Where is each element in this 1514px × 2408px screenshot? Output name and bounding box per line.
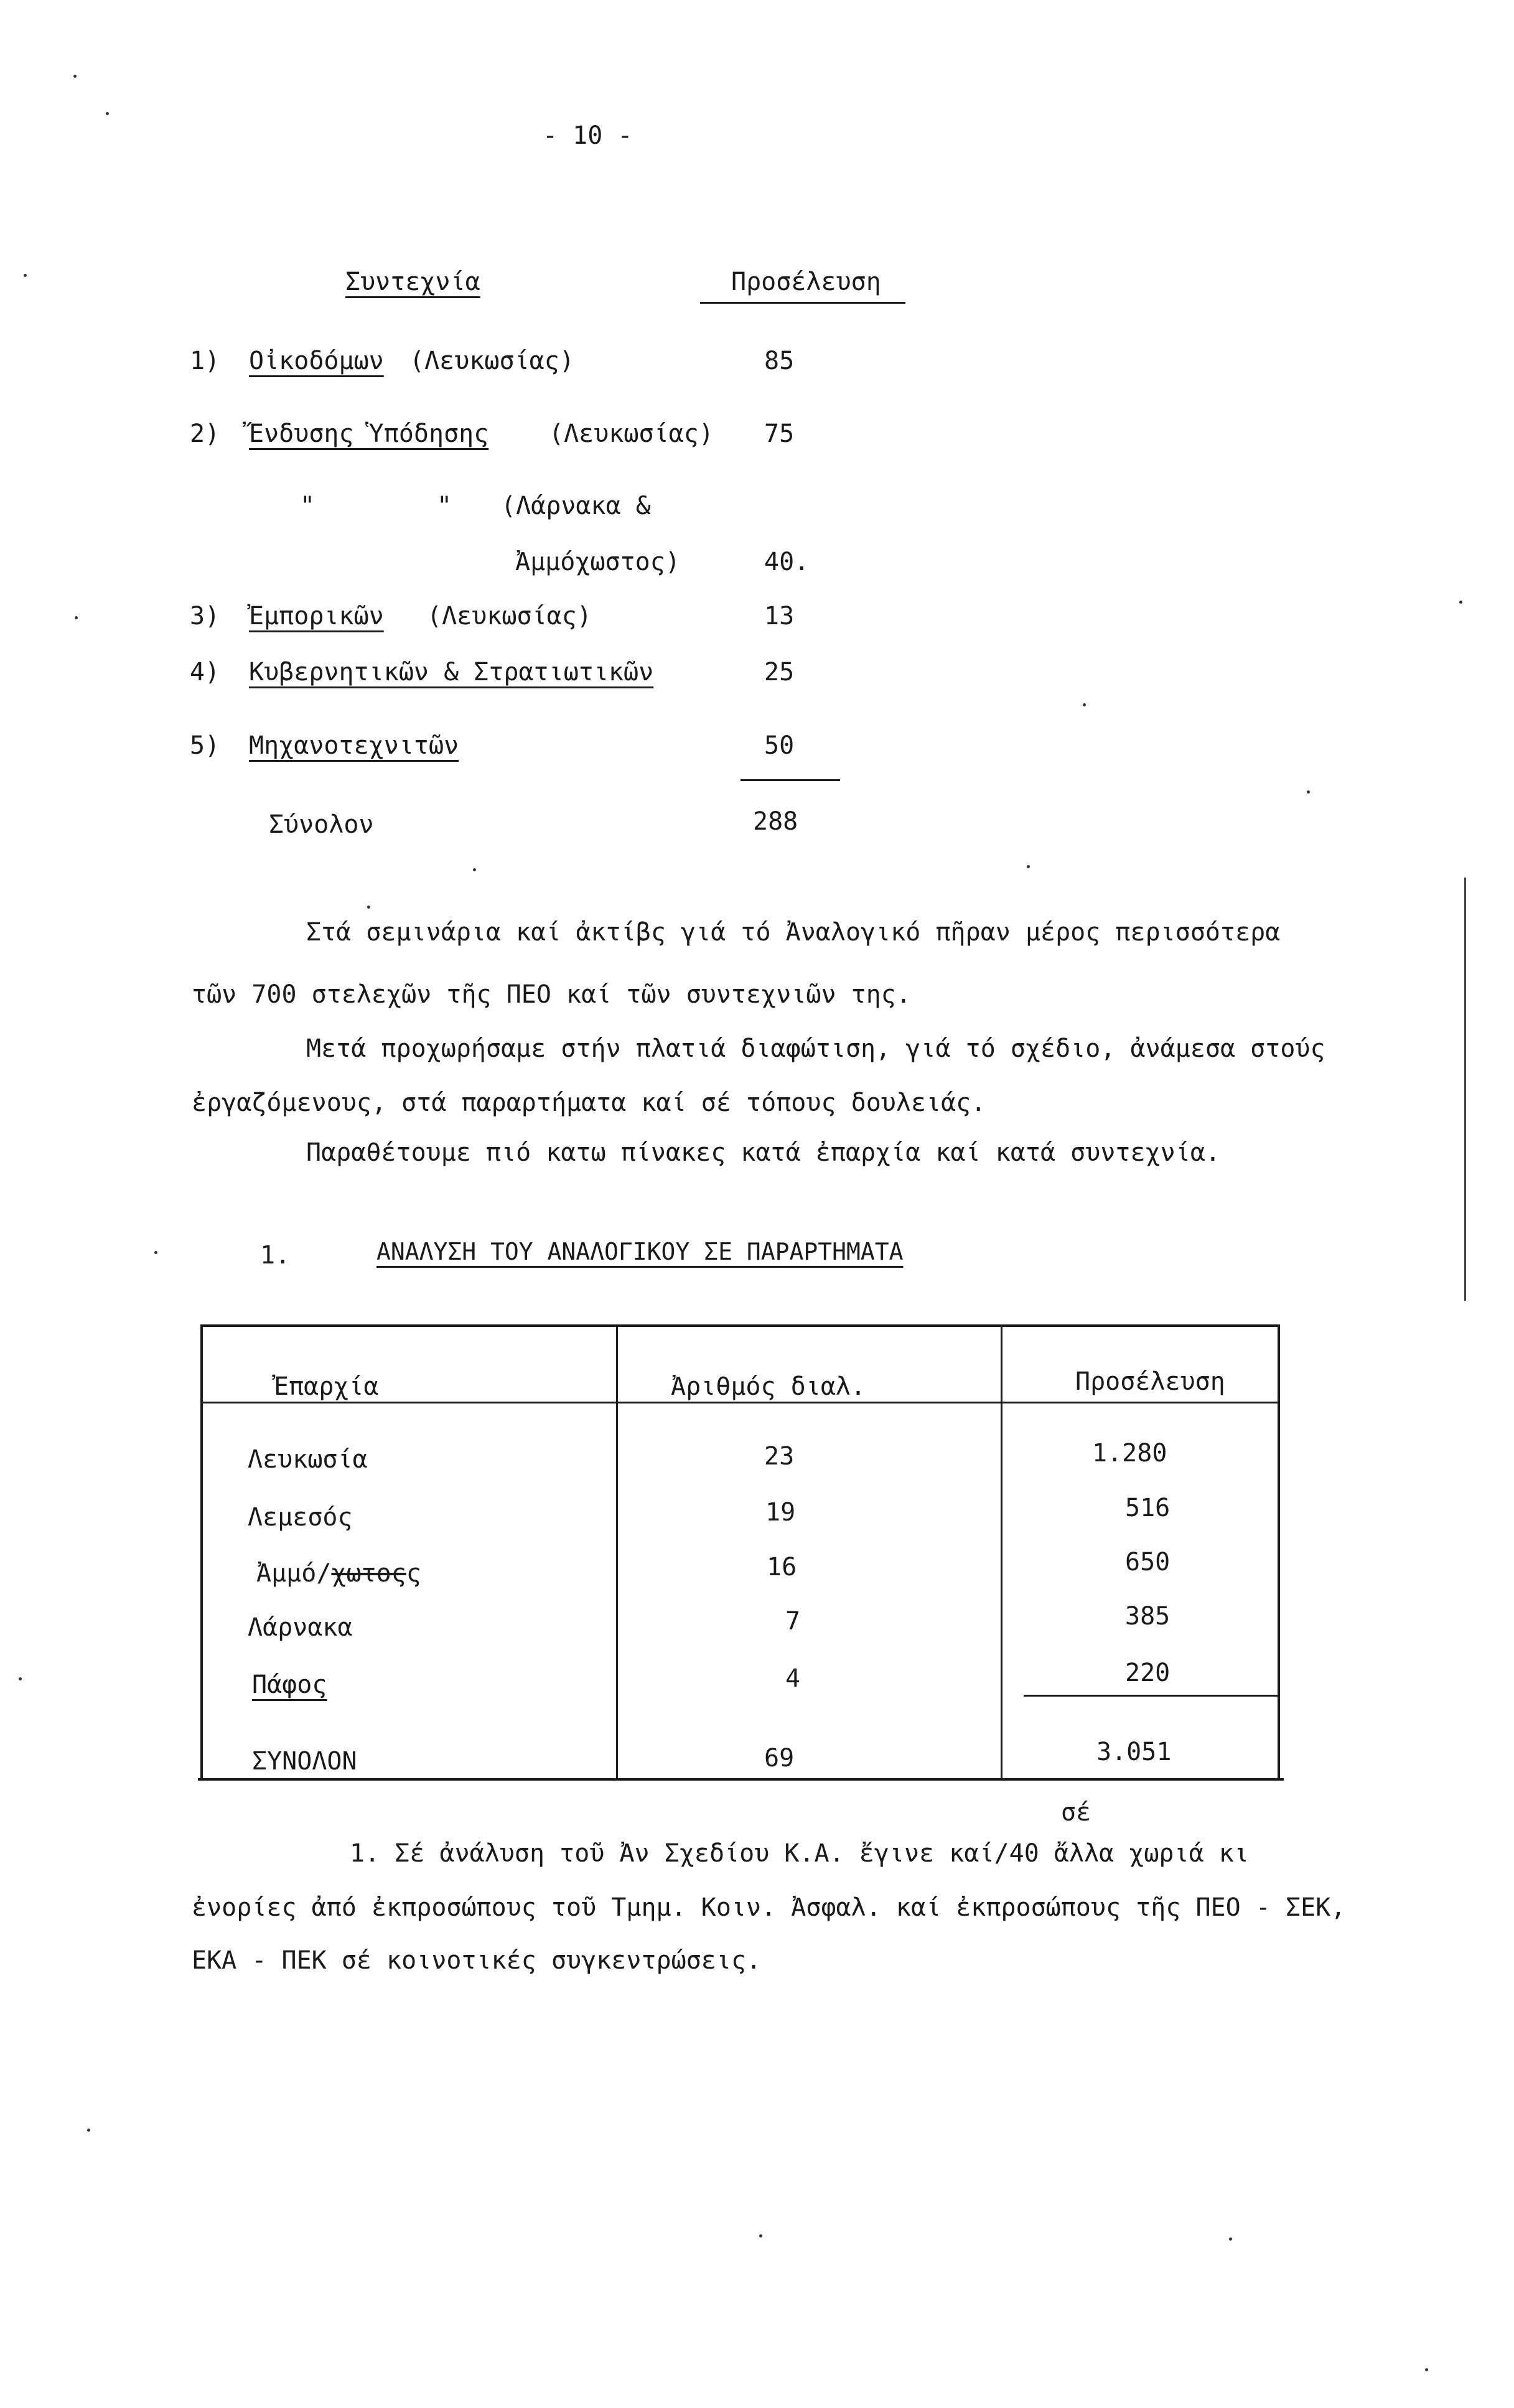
district-text: Ἀμμό/	[256, 1559, 332, 1588]
scan-speck	[473, 868, 476, 871]
scan-speck	[759, 2234, 762, 2237]
scan-speck	[1229, 2237, 1232, 2241]
footnote-line: 1. Σέ ἀνάλυση τοῦ Ἀν Σχεδίου Κ.Α. ἔγινε καί/40 ἄλλα χωριά κι	[350, 1839, 1249, 1868]
section-number: 1.	[260, 1241, 291, 1270]
ditto-mark: "	[437, 492, 452, 520]
sum-line	[741, 779, 840, 781]
table-border-right	[1278, 1324, 1280, 1779]
district-text: ς	[406, 1559, 421, 1588]
scan-speck	[1027, 865, 1030, 868]
table-border-bottom	[198, 1778, 1284, 1781]
total-attendance: 3.051	[1096, 1738, 1172, 1766]
cell-district: Λάρνακα	[248, 1613, 353, 1642]
cell-attendance: 1.280	[1092, 1439, 1167, 1468]
struck-text: χωτος	[331, 1559, 406, 1588]
cell-sessions: 16	[767, 1553, 797, 1581]
cell-attendance: 516	[1125, 1494, 1171, 1522]
scan-speck	[1307, 790, 1310, 794]
scan-speck	[367, 906, 370, 909]
table-total-rule	[1024, 1695, 1280, 1697]
cell-sessions: 23	[764, 1442, 795, 1471]
table-border-top	[200, 1324, 1280, 1327]
scan-speck	[24, 274, 27, 277]
scan-margin-line	[1464, 878, 1466, 1301]
cell-attendance: 220	[1125, 1659, 1171, 1687]
column-divider	[616, 1324, 618, 1779]
column-divider	[1001, 1324, 1002, 1779]
scan-speck	[1459, 601, 1462, 604]
scan-speck	[87, 2129, 90, 2132]
list-item-name: Ἔνδυσης Ὑπόδησης	[249, 419, 489, 448]
footnote-line: ἐνορίες ἀπό ἐκπροσώπους τοῦ Τμημ. Κοιν. Ἀσφαλ. καί ἐκπροσώπους τῆς ΠΕΟ - ΣΕΚ,	[192, 1893, 1346, 1922]
cell-attendance: 650	[1125, 1548, 1171, 1576]
list-item-index: 4)	[190, 658, 220, 686]
list-item-index: 1)	[190, 347, 220, 375]
union-column-header: Συντεχνία	[345, 268, 480, 296]
column-header-district: Ἐπαρχία	[274, 1372, 379, 1401]
table-border-left	[200, 1324, 203, 1779]
list-item-place: (Λάρνακα &	[501, 492, 651, 520]
table-header-rule	[200, 1402, 1280, 1403]
section-title: ΑΝΑΛΥΣΗ ΤΟΥ ΑΝΑΛΟΓΙΚΟΥ ΣΕ ΠΑΡΑΡΤΗΜΑΤΑ	[376, 1238, 904, 1265]
scan-speck	[19, 1677, 22, 1680]
ditto-mark: "	[300, 492, 315, 520]
list-item-name: Οἰκοδόμων	[249, 347, 384, 375]
paragraph-line: ἐργαζόμενους, στά παραρτήματα καί σέ τόπους δουλειάς.	[192, 1089, 986, 1117]
total-value: 288	[753, 807, 798, 836]
scan-speck	[154, 1251, 157, 1254]
list-item-index: 2)	[190, 419, 220, 448]
cell-sessions: 19	[765, 1498, 796, 1527]
list-item-index: 5)	[190, 731, 220, 760]
cell-sessions: 4	[785, 1664, 801, 1693]
list-item-name: Ἐμπορικῶν	[249, 602, 384, 630]
paragraph-line: Μετά προχωρήσαμε στήν πλατιά διαφώτιση, γιά τό σχέδιο, ἀνάμεσα στούς	[306, 1034, 1325, 1063]
list-item-value: 40.	[764, 548, 810, 576]
list-item-place: (Λευκωσίας)	[427, 602, 592, 630]
scan-speck	[1425, 2368, 1428, 2371]
list-item-value: 75	[764, 419, 795, 448]
list-item-value: 25	[764, 658, 795, 686]
cell-attendance: 385	[1125, 1602, 1171, 1631]
column-header-sessions: Ἀριθμός διαλ.	[671, 1372, 866, 1401]
scan-speck	[106, 112, 109, 115]
page-number: - 10 -	[543, 121, 633, 150]
cell-district: Πάφος	[252, 1670, 327, 1699]
paragraph-line: τῶν 700 στελεχῶν τῆς ΠΕΟ καί τῶν συντεχνιῶν της.	[192, 980, 911, 1009]
cell-district: Λευκωσία	[248, 1445, 368, 1474]
paragraph-line: Παραθέτουμε πιό κατω πίνακες κατά ἐπαρχία καί κατά συντεχνία.	[306, 1138, 1221, 1167]
cell-district: Λεμεσός	[248, 1503, 353, 1532]
cell-district	[256, 1561, 421, 1586]
cell-sessions: 7	[785, 1607, 801, 1636]
footnote-line: ΕΚΑ - ΠΕΚ σέ κοινοτικές συγκεντρώσεις.	[192, 1946, 762, 1975]
scan-speck	[1083, 703, 1086, 706]
list-item-name: Κυβερνητικῶν & Στρατιωτικῶν	[249, 658, 654, 686]
handwritten-insertion: σέ	[1061, 1798, 1091, 1827]
column-header-attendance: Προσέλευση	[1075, 1367, 1225, 1396]
list-item-place: (Λευκωσίας)	[409, 347, 574, 375]
list-item-value: 13	[764, 602, 795, 630]
list-item-value: 50	[764, 731, 795, 760]
list-item-index: 3)	[190, 602, 220, 630]
total-sessions: 69	[764, 1744, 795, 1773]
list-item-place: (Λευκωσίας)	[549, 419, 714, 448]
list-item-name: Μηχανοτεχνιτῶν	[249, 731, 459, 760]
paragraph-line: Στά σεμινάρια καί ἀκτίβς γιά τό Ἀναλογικό πῆραν μέρος περισσότερα	[306, 918, 1281, 947]
header-underline	[700, 302, 905, 304]
total-label: ΣΥΝΟΛΟΝ	[252, 1747, 357, 1776]
list-item-value: 85	[764, 347, 795, 375]
scan-speck	[73, 75, 77, 78]
list-item-place-continued: Ἀμμόχωστος)	[515, 548, 680, 576]
attendance-column-header: Προσέλευση	[731, 268, 881, 296]
total-label: Σύνολον	[269, 810, 374, 839]
scan-speck	[75, 616, 78, 619]
